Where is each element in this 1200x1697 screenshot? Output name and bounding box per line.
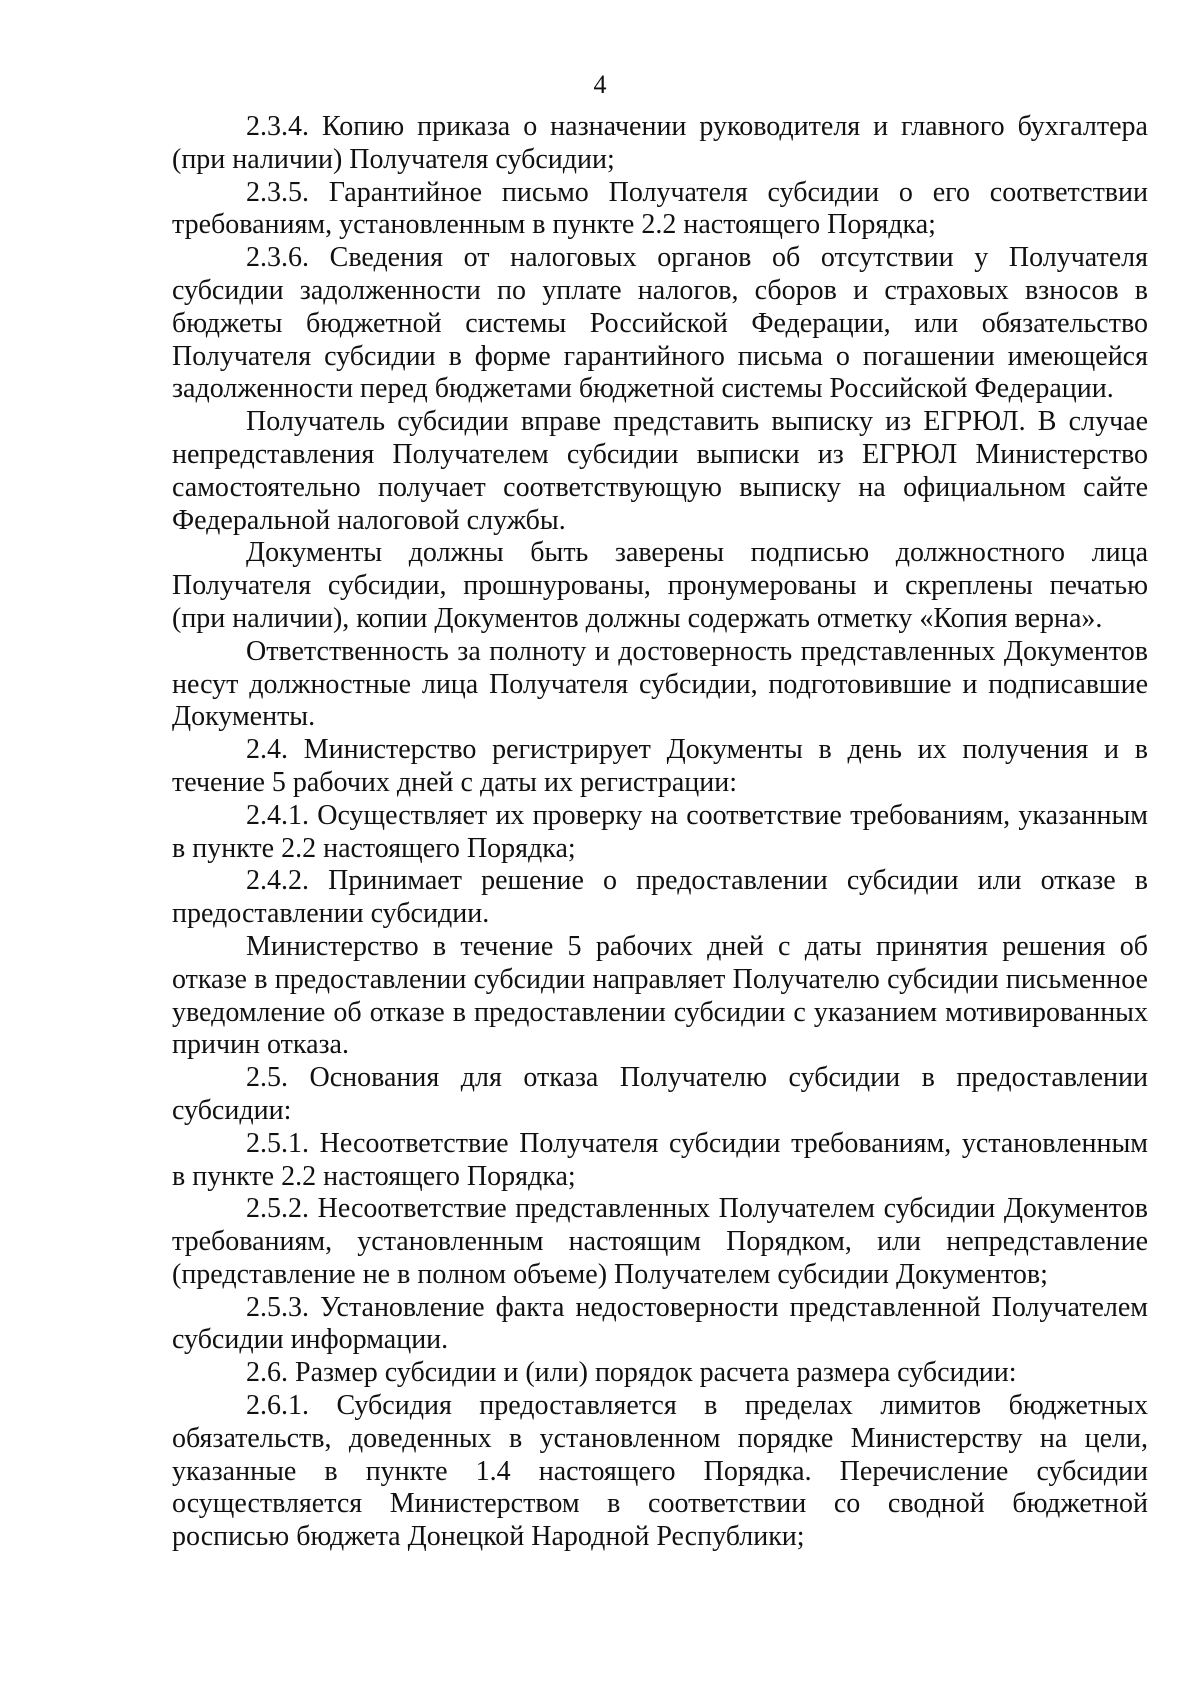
paragraph-2-5-1: 2.5.1. Несоответствие Получателя субсидии требованиям, установленным в пункте 2.2 настоящего Порядка;: [172, 1127, 1148, 1192]
paragraph-2-4-1: 2.4.1. Осуществляет их проверку на соответствие требованиям, указанным в пункте 2.2 настоящего Порядка;: [172, 799, 1148, 864]
paragraph-2-3-4: 2.3.4. Копию приказа о назначении руководителя и главного бухгалтера (при наличии) Получателя субсидии;: [172, 111, 1148, 175]
paragraph-2-3-6: 2.3.6. Сведения от налоговых органов об отсутствии у Получателя субсидии задолженности по уплате налогов, сборов и страховых взносов в бюджеты бюджетной системы Российской Федерации, или обязательство Получателя субсидии в форме гарантийного письма о погашении имеющейся задолженности перед бюджетами бюджетной системы Российской Федерации.: [172, 242, 1148, 405]
paragraph-2-6: 2.6. Размер субсидии и (или) порядок расчета размера субсидии:: [246, 1357, 1017, 1389]
paragraph-2-5-3: 2.5.3. Установление факта недостоверности представленной Получателем субсидии информации.: [172, 1291, 1148, 1356]
paragraph-refusal-notice: Министерство в течение 5 рабочих дней с даты принятия решения об отказе в предоставлении субсидии направляет Получателю субсидии письменное уведомление об отказе в предоставлении субсидии с указанием мотивированных причин отказа.: [172, 930, 1148, 1061]
paragraph-2-4: 2.4. Министерство регистрирует Документы в день их получения и в течение 5 рабочих дней с даты их регистрации:: [172, 734, 1148, 798]
paragraph-2-4-2: 2.4.2. Принимает решение о предоставлении субсидии или отказе в предоставлении субсидии.: [172, 865, 1148, 930]
paragraph-2-3-5: 2.3.5. Гарантийное письмо Получателя субсидии о его соответствии требованиям, установленным в пункте 2.2 настоящего Порядка;: [172, 176, 1148, 241]
paragraph-egrul-extract: Получатель субсидии вправе представить выписку из ЕГРЮЛ. В случае непредставления Получателем субсидии выписки из ЕГРЮЛ Министерство самостоятельно получает соответствующую выписку на официальном сайте Федеральной налоговой службы.: [172, 406, 1148, 536]
paragraph-responsibility: Ответственность за полноту и достоверность представленных Документов несут должностные лица Получателя субсидии, подготовившие и подписавшие Документы.: [172, 635, 1148, 733]
paragraph-documents-certification: Документы должны быть заверены подписью должностного лица Получателя субсидии, прошнурованы, пронумерованы и скреплены печатью (при наличии), копии Документов должны содержать отметку «Копия верна».: [172, 537, 1148, 634]
page-number: 4: [593, 70, 607, 99]
paragraph-2-6-1: 2.6.1. Субсидия предоставляется в пределах лимитов бюджетных обязательств, доведенных в установленном порядке Министерству на цели, указанные в пункте 1.4 настоящего Порядка. Перечисление субсидии осуществляется Министерством в соответствии со сводной бюджетной росписью бюджета Донецкой Народной Республики;: [172, 1390, 1148, 1553]
paragraph-2-5: 2.5. Основания для отказа Получателю субсидии в предоставлении субсидии:: [172, 1062, 1148, 1126]
document-body: [172, 111, 1148, 1554]
paragraph-2-5-2: 2.5.2. Несоответствие представленных Получателем субсидии Документов требованиям, установленным настоящим Порядком, или непредставление (представление не в полном объеме) Получателем субсидии Документов;: [172, 1193, 1148, 1290]
